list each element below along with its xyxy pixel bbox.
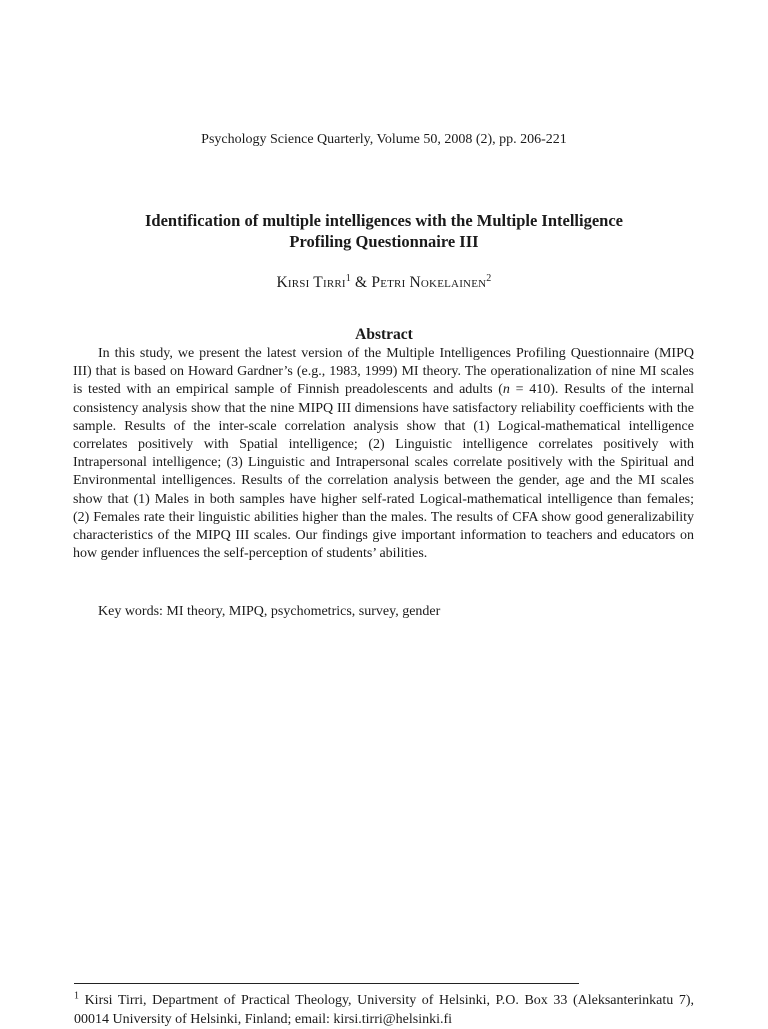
abstract-heading: Abstract xyxy=(355,326,413,343)
author-footnote-mark: 2 xyxy=(486,272,492,284)
paper-title-line-2: Profiling Questionnaire III xyxy=(289,232,479,251)
abstract-text-part-2: = 410). Results of the internal consistency analysis show that the nine MIPQ III dimensions have satisfactory reliability coefficients with the sample. Results of the inter-scale correlation analysis show that (1) Logical-mathematical intelligence correlates positively with Spatial intelligence; (2) Linguistic intelligence correlates positively with Intrapersonal intelligence; (3) Linguistic and Intrapersonal scales correlate positively with the Spiritual and Environmental intelligences. Results of the correlation analysis between the gender, age and the MI scales show that (1) Males in both samples have higher self-rated Logical-mathematical intelligence than females; (2) Females rate their linguistic abilities higher than the males. The results of CFA show good generalizability characteristics of the MIPQ III scales. Our findings give important information to teachers and educators on how gender influences the self-perception of students’ abilities. xyxy=(73,382,694,562)
author-separator: & xyxy=(350,274,372,291)
author-footnote-mark: 1 xyxy=(345,272,351,284)
keywords: Key words: MI theory, MIPQ, psychometrics, survey, gender xyxy=(98,604,441,619)
footnote xyxy=(74,991,694,1029)
author-name: Kirsi Tirri xyxy=(276,274,346,291)
author-list xyxy=(0,273,768,293)
sample-size-symbol: n xyxy=(502,382,510,398)
footnote-mark: 1 xyxy=(74,990,79,1002)
journal-citation: Psychology Science Quarterly, Volume 50, 2008 (2), pp. 206-221 xyxy=(201,132,567,147)
abstract-body xyxy=(73,345,694,563)
author-name: Petri Nokelainen xyxy=(371,274,487,291)
abstract-text-part-1: In this study, we present the latest version of the Multiple Intelligences Profiling Questionnaire (MIPQ III) that is based on Howard Gardner’s (e.g., 1983, 1999) MI theory. The operationalization of nine MI scales is tested with an empirical sample of Finnish preadolescents and adults ( xyxy=(73,346,694,398)
paper-title-line-1: Identification of multiple intelligences with the Multiple Intelligence xyxy=(144,211,623,230)
footnote-text: Kirsi Tirri, Department of Practical Theology, University of Helsinki, P.O. Box 33 (Aleksanterinkatu 7), 00014 University of Helsinki, Finland; email: kirsi.tirri@helsinki.fi xyxy=(74,993,694,1027)
footnote-divider xyxy=(74,983,579,984)
paper-title xyxy=(80,210,688,252)
